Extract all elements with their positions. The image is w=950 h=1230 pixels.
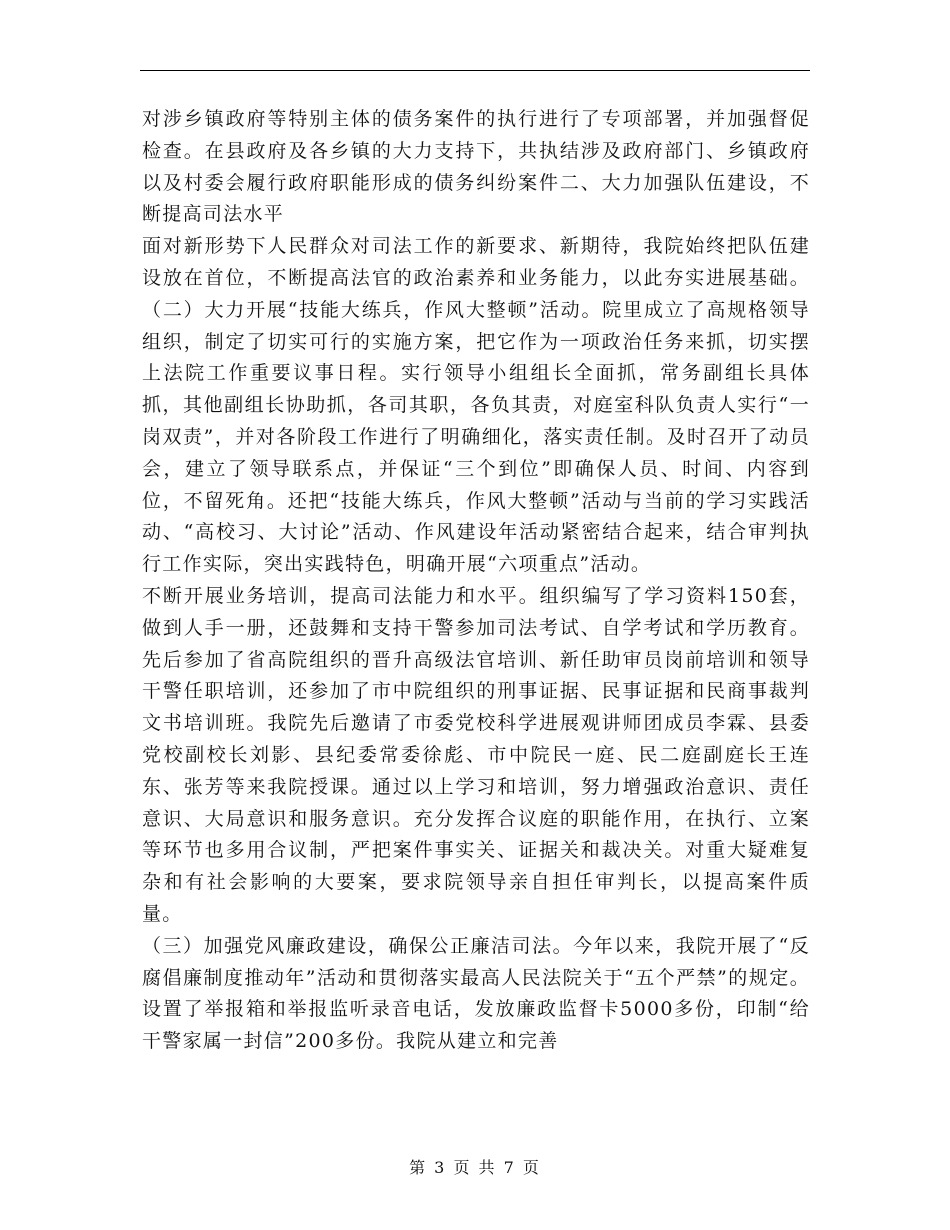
page-number-footer: 第 3 页 共 7 页 — [409, 1158, 541, 1177]
paragraph-2: 面对新形势下人民群众对司法工作的新要求、新期待，我院始终把队伍建设放在首位，不断提高法官的政治素养和业务能力，以此夯实进展基础。（二）大力开展“技能大练兵，作风大整顿”活动。院里成立了高规格领导组织，制定了切实可行的实施方案，把它作为一项政治任务来抓，切实摆上法院工作重要议事日程。实行领导小组组长全面抓，常务副组长具体抓，其他副组长协助抓，各司其职，各负其责，对庭室科队负责人实行“一岗双责”，并对各阶段工作进行了明确细化，落实责任制。及时召开了动员会，建立了领导联系点，并保证“三个到位”即确保人员、时间、内容到位，不留死角。还把“技能大练兵，作风大整顿”活动与当前的学习实践活动、“高校习、大讨论”活动、作风建设年活动紧密结合起来，结合审判执行工作实际，突出实践特色，明确开展“六项重点”活动。 — [142, 235, 810, 576]
paragraph-1: 对涉乡镇政府等特别主体的债务案件的执行进行了专项部署，并加强督促检查。在县政府及各乡镇的大力支持下，共执结涉及政府部门、乡镇政府以及村委会履行政府职能形成的债务纠纷案件二、大力加强队伍建设，不断提高司法水平 — [142, 108, 810, 226]
document-body — [142, 104, 810, 1058]
paragraph-3: 不断开展业务培训，提高司法能力和水平。组织编写了学习资料150套，做到人手一册，还鼓舞和支持干警参加司法考试、自学考试和学历教育。先后参加了省高院组织的晋升高级法官培训、新任助审员岗前培训和领导干警任职培训，还参加了市中院组织的刑事证据、民事证据和民商事裁判文书培训班。我院先后邀请了市委党校科学进展观讲师团成员李霖、县委党校副校长刘影、县纪委常委徐彪、市中院民一庭、民二庭副庭长王连东、张芳等来我院授课。通过以上学习和培训，努力增强政治意识、责任意识、大局意识和服务意识。充分发挥合议庭的职能作用，在执行、立案等环节也多用合议制，严把案件事实关、证据关和裁决关。对重大疑难复杂和有社会影响的大要案，要求院领导亲自担任审判长，以提高案件质量。 — [142, 584, 810, 925]
header-rule — [140, 70, 810, 71]
paragraph-4: （三）加强党风廉政建设，确保公正廉洁司法。今年以来，我院开展了“反腐倡廉制度推动年”活动和贯彻落实最高人民法院关于“五个严禁”的规定。设置了举报箱和举报监听录音电话，发放廉政监督卡5000多份，印制“给干警家属一封信”200多份。我院从建立和完善 — [142, 934, 810, 1053]
